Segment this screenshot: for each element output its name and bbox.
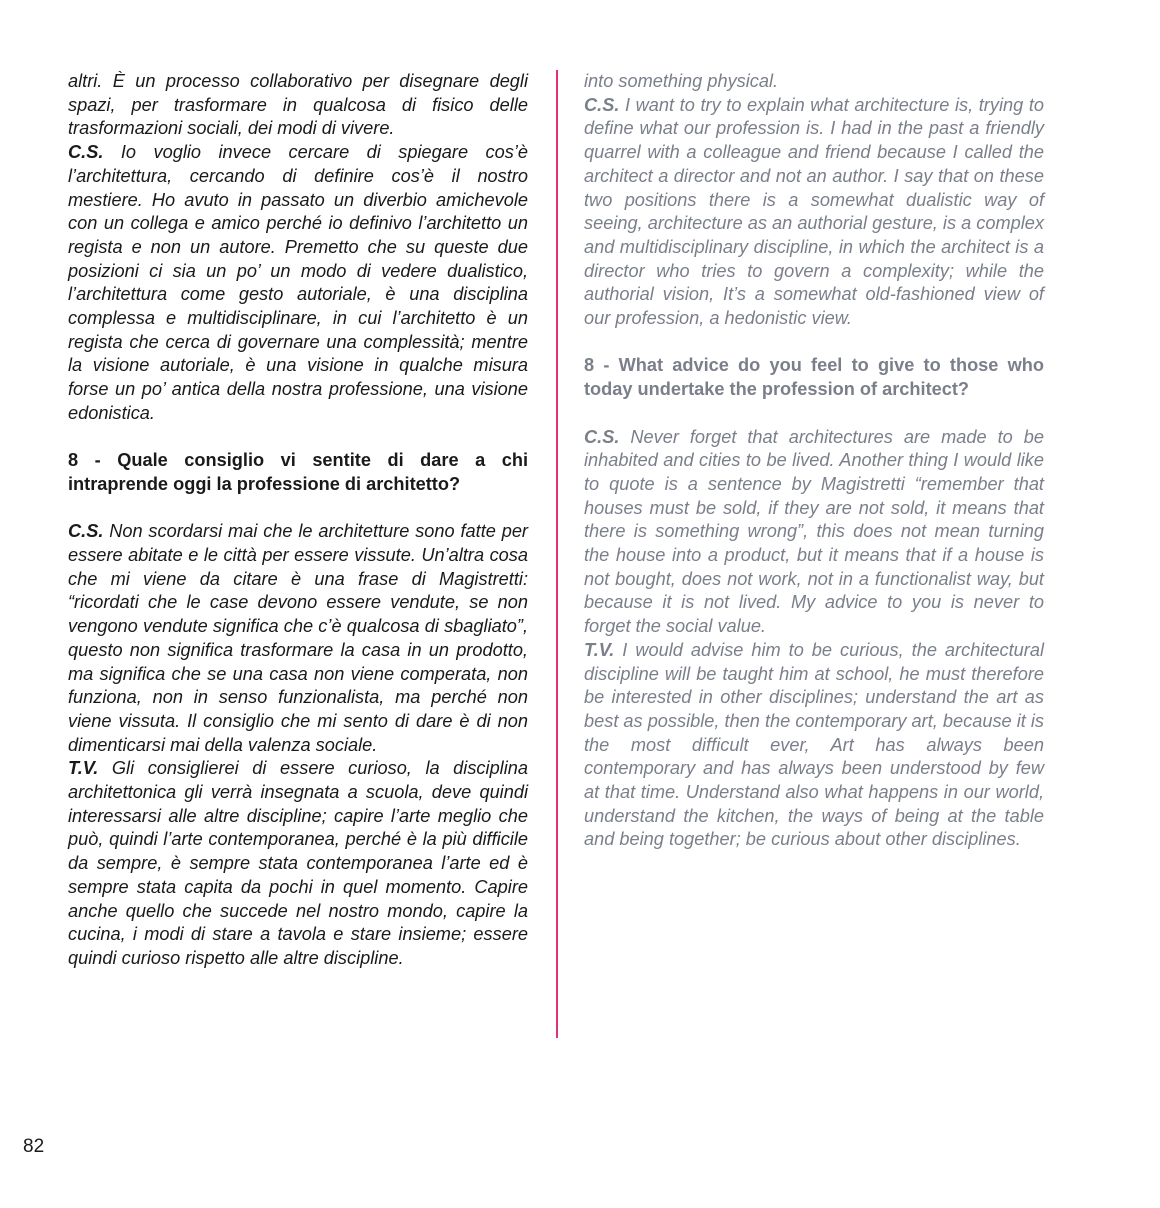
paragraph-text: Io voglio invece cercare di spiegare cos’è l’architettura, cercando di definire cos’è il nostro mestiere. Ho avuto in passato un diverbio amichevole con un collega e amico perché io definivo l’architetto un regista e non un autore. Premetto che su queste due posizioni ci sia un po’ un modo di vedere dualistico, l’architettura come gesto autoriale, è una disciplina complessa e multidisciplinare, in cui l’architetto è un regista che cerca di governare una complessità; mentre la visione autoriale, è una visione in qualche misura forse un po’ antica della nostra professione, una visione edonistica. <box>68 142 528 423</box>
italian-paragraph-2 <box>68 141 528 425</box>
paragraph-text: I would advise him to be curious, the architectural discipline will be taught him at school, he must therefore be interested in other disciplines; understand the art as best as possible, then the contemporary art, because it is the most difficult ever, Art has always been contemporary and has always been understood by few at that time. Understand also what happens in our world, understand the kitchen, the ways of being at the table and being together; be curious about other disciplines. <box>584 639 1044 850</box>
spacer <box>584 402 1044 426</box>
page-number: 82 <box>23 1136 45 1157</box>
italian-paragraph-3 <box>68 520 528 757</box>
paragraph-text: I want to try to explain what architecture is, trying to define what our profession is. I had in the past a friendly quarrel with a colleague and friend because I called the architect a director and not an author. I say that on these two positions there is a somewhat dualistic way of seeing, architecture as an authorial gesture, is a complex and multidisciplinary discipline, in which the architect is a director who tries to govern a complexity; while the authorial vision, It’s a somewhat old-fashioned view of our profession, a hedonistic view. <box>584 94 1044 329</box>
speaker-label: T.V. <box>68 758 99 779</box>
italian-paragraph-4 <box>68 757 528 970</box>
speaker-label: C.S. <box>584 426 620 447</box>
english-paragraph-1: into something physical. <box>584 71 779 91</box>
english-paragraph-2 <box>584 94 1044 331</box>
spacer <box>584 331 1044 355</box>
italian-column <box>68 70 528 971</box>
spacer <box>68 426 528 450</box>
speaker-label: C.S. <box>584 94 620 115</box>
paragraph-text: Gli consiglierei di essere curioso, la disciplina architettonica gli verrà insegnata a scuola, deve quindi interessarsi alle altre discipline; capire l’arte meglio che può, quindi l’arte contemporanea, perché è la più difficile da sempre, è sempre stata contemporanea l’arte ed è sempre stata capita da pochi in quel momento. Capire anche quello che succede nel nostro mondo, capire la cucina, i modi di stare a tavola e stare insieme; essere quindi curioso rispetto alle altre discipline. <box>68 758 528 968</box>
speaker-label: C.S. <box>68 521 104 542</box>
paragraph-text: Never forget that architectures are made to be inhabited and cities to be lived. Another thing I would like to quote is a sentence by Magistretti “remember that houses must be sold, if they are not sold, it means that there is something wrong”, this does not mean turning the house into a product, but it means that if a house is not bought, does not work, not in a functionalist way, but because it is not lived. My advice to you is never to forget the social value. <box>584 426 1044 637</box>
english-paragraph-3 <box>584 426 1044 639</box>
italian-paragraph-1: altri. È un processo collaborativo per disegnare degli spazi, per trasformare in qualcosa di fisico delle trasformazioni sociali, dei modi di vivere. <box>68 71 528 139</box>
speaker-label: T.V. <box>584 639 615 660</box>
english-question-heading: 8 - What advice do you feel to give to those who today undertake the profession of architect? <box>584 355 1044 400</box>
paragraph-text: Non scordarsi mai che le architetture sono fatte per essere abitate e le città per essere vissute. Un’altra cosa che mi viene da citare è una frase di Magistretti: “ricordati che le case devono essere vendute, se non vengono vendute significa che c’è qualcosa di sbagliato”, questo non significa trasformare la casa in un prodotto, ma significa che se una casa non viene comperata, non funziona, non in senso funzionalista, ma perché non viene vissuta. Il consiglio che mi sento di dare è di non dimenticarsi mai della valenza sociale. <box>68 521 528 755</box>
speaker-label: C.S. <box>68 142 104 163</box>
italian-question-heading: 8 - Quale consiglio vi sentite di dare a chi intraprende oggi la professione di architetto? <box>68 450 528 494</box>
spacer <box>68 497 528 521</box>
english-paragraph-4 <box>584 639 1044 852</box>
english-column <box>584 70 1044 852</box>
column-divider <box>556 70 558 1038</box>
